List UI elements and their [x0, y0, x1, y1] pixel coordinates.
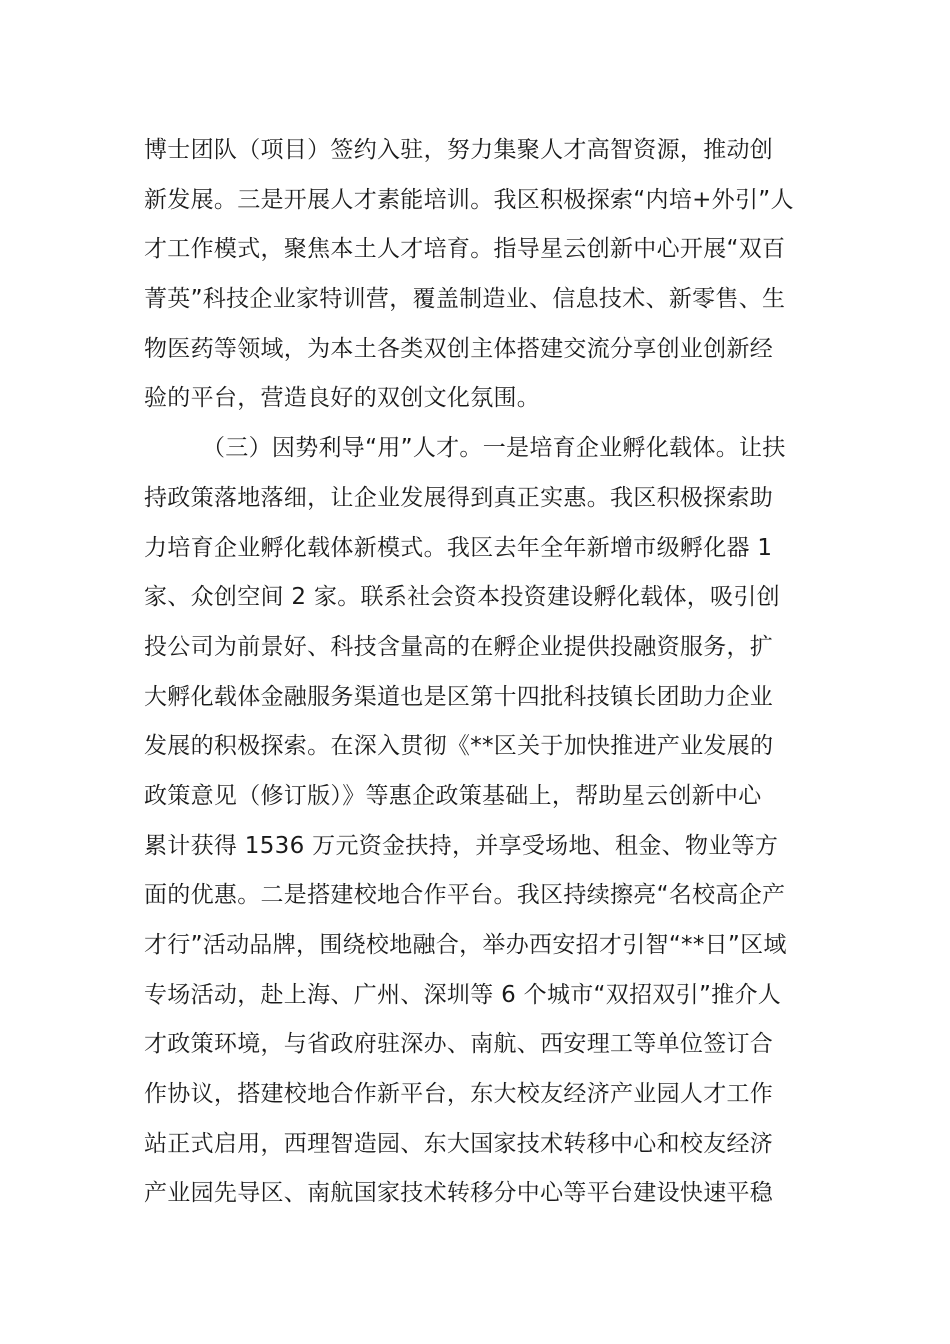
text-line: 持政策落地落细，让企业发展得到真正实惠。我区积极探索助 — [144, 484, 774, 511]
text-line: 博士团队（项目）签约入驻，努力集聚人才高智资源，推动创 — [144, 137, 774, 163]
text-line: 力培育企业孵化载体新模式。我区去年全年新增市级孵化器 1 — [144, 534, 773, 561]
text-line: 验的平台，营造良好的双创文化氛围。 — [144, 385, 541, 412]
text-line: 作协议，搭建校地合作新平台，东大校友经济产业园人才工作 — [144, 1081, 774, 1108]
text-line: 发展的积极探索。在深入贯彻《**区关于加快推进产业发展的 — [144, 733, 774, 760]
body-text — [144, 126, 806, 1219]
text-line: 新发展。三是开展人才素能培训。我区积极探索“内培+外引”人 — [144, 186, 794, 213]
text-line: 才政策环境，与省政府驻深办、南航、西安理工等单位签订合 — [144, 1031, 774, 1058]
text-line: 投公司为前景好、科技含量高的在孵企业提供投融资服务，扩 — [144, 633, 774, 660]
text-line: 菁英”科技企业家特训营，覆盖制造业、信息技术、新零售、生 — [144, 286, 786, 313]
text-line: 政策意见（修订版）》等惠企政策基础上，帮助星云创新中心 — [144, 782, 762, 809]
text-line: 才工作模式，聚焦本土人才培育。指导星云创新中心开展“双百 — [144, 236, 786, 263]
text-line: 产业园先导区、南航国家技术转移分中心等平台建设快速平稳 — [144, 1180, 774, 1207]
text-line: 累计获得 1536 万元资金扶持，并享受场地、租金、物业等方 — [144, 832, 779, 859]
section-heading-line: （三）因势利导“用”人才。一是培育企业孵化载体。让扶 — [202, 435, 786, 462]
text-line: 面的优惠。二是搭建校地合作平台。我区持续擦亮“名校高企产 — [144, 882, 786, 909]
text-line: 家、众创空间 2 家。联系社会资本投资建设孵化载体，吸引创 — [144, 584, 780, 611]
text-line: 专场活动，赴上海、广州、深圳等 6 个城市“双招双引”推介人 — [144, 981, 782, 1008]
text-line: 物医药等领域，为本土各类双创主体搭建交流分享创业创新经 — [144, 335, 774, 362]
text-line: 才行”活动品牌，围绕校地融合，举办西安招才引智“**日”区域 — [144, 932, 787, 958]
text-line: 站正式启用，西理智造园、东大国家技术转移中心和校友经济 — [144, 1130, 774, 1157]
text-line: 大孵化载体金融服务渠道也是区第十四批科技镇长团助力企业 — [144, 683, 774, 710]
